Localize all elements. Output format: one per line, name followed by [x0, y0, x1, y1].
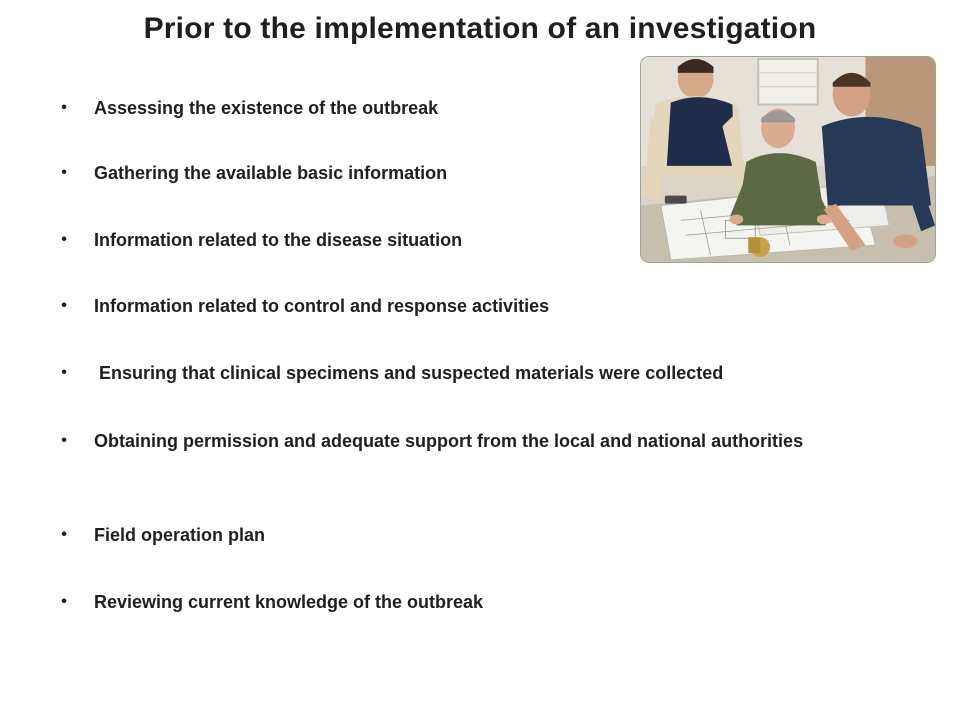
bullet-marker: • — [61, 99, 67, 116]
bullet-text: Reviewing current knowledge of the outbreak — [94, 592, 484, 612]
bullet-marker: • — [61, 593, 67, 610]
bullet-marker: • — [61, 231, 67, 248]
bullet-text: Assessing the existence of the outbreak — [94, 98, 439, 118]
bullet-text: Field operation plan — [94, 525, 266, 545]
bullet-marker: • — [61, 432, 67, 449]
list-item — [58, 523, 858, 547]
bullet-marker: • — [61, 164, 67, 181]
bullet-marker: • — [61, 364, 67, 381]
list-item — [58, 96, 858, 120]
bullet-text: Information related to control and response activities — [94, 296, 550, 316]
bullet-text: Information related to the disease situation — [94, 230, 463, 250]
list-item — [58, 361, 858, 385]
list-item — [58, 429, 858, 453]
list-item — [58, 161, 858, 185]
list-item — [58, 294, 858, 318]
bullet-text: Obtaining permission and adequate support from the local and national authorities — [94, 431, 804, 451]
list-item — [58, 590, 858, 614]
list-item — [58, 228, 858, 252]
slide-title: Prior to the implementation of an investigation — [143, 12, 817, 45]
bullet-marker: • — [61, 526, 67, 543]
bullet-marker: • — [61, 297, 67, 314]
bullet-text: Ensuring that clinical specimens and suspected materials were collected — [94, 363, 724, 383]
bullet-text: Gathering the available basic information — [94, 163, 448, 183]
